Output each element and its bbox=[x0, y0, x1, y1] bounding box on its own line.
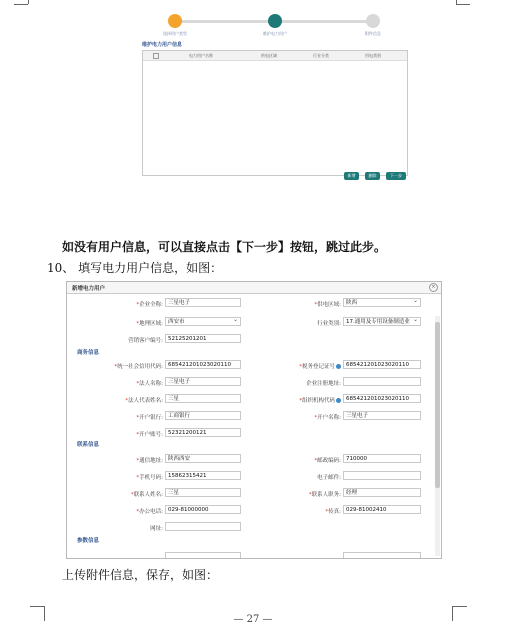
credit-code-label: *统一社会信用代码: bbox=[114, 364, 163, 370]
reg-address-label: 企业注册地址: bbox=[306, 381, 341, 387]
new-user-form bbox=[66, 281, 442, 559]
col-header: 用电类别 bbox=[365, 53, 381, 58]
supply-area-select[interactable]: 陕西 ⌄ bbox=[343, 298, 421, 307]
account-no-label: *开户账号: bbox=[136, 432, 163, 438]
info-icon[interactable] bbox=[336, 364, 341, 369]
reg-address-input[interactable] bbox=[343, 377, 421, 386]
crop-mark bbox=[28, 0, 29, 4]
fax-input[interactable]: 029-81002410 bbox=[343, 505, 421, 514]
org-code-input[interactable]: 685421201023020110 bbox=[343, 394, 421, 403]
supply-area-label: *供电区域: bbox=[314, 302, 341, 308]
office-phone-label: *办公电话: bbox=[136, 509, 163, 515]
tax-cert-label: *税务登记证号 bbox=[271, 362, 341, 370]
legal-rep-label: *法人代表姓名: bbox=[125, 398, 163, 404]
mobile-label: *手机号码: bbox=[136, 475, 163, 481]
address-label: *通信地址: bbox=[136, 458, 163, 464]
region-select[interactable]: 西安市 ⌄ bbox=[165, 317, 241, 326]
col-header: 行业分类 bbox=[313, 53, 329, 58]
industry-label: 行业类别: bbox=[317, 321, 341, 327]
contact-title-input[interactable]: 经理 bbox=[343, 488, 421, 497]
bank-input[interactable]: 工商银行 bbox=[165, 411, 241, 420]
postcode-label: *邮政编码: bbox=[314, 458, 341, 464]
grid-header bbox=[143, 51, 407, 61]
fax-label: *传真: bbox=[325, 509, 341, 515]
industry-select[interactable]: 17.通用及专用设备制造业 ⌄ bbox=[343, 317, 421, 326]
contact-input[interactable]: 三星 bbox=[165, 488, 241, 497]
form-header bbox=[67, 282, 441, 294]
step-2-dot[interactable] bbox=[268, 14, 282, 28]
delete-button[interactable]: 删除 bbox=[365, 172, 380, 180]
user-grid bbox=[142, 50, 408, 176]
step-1-dot[interactable] bbox=[168, 14, 182, 28]
step-2-label: 维护电力用户 bbox=[263, 31, 287, 36]
org-code-label: *组织机构代码 bbox=[271, 396, 341, 404]
step-3-dot[interactable] bbox=[366, 14, 380, 28]
marketing-no-label: 营销客户编号: bbox=[128, 338, 163, 344]
step-1-label: 选择用户类型 bbox=[163, 31, 187, 36]
legal-rep-input[interactable]: 三星 bbox=[165, 394, 241, 403]
bank-label: *开户银行: bbox=[136, 415, 163, 421]
region-label: *地理区域: bbox=[136, 321, 163, 327]
account-name-input[interactable]: 三星电子 bbox=[343, 411, 421, 420]
email-input[interactable] bbox=[343, 471, 421, 480]
company-name-label: *企业全称: bbox=[136, 302, 163, 308]
close-icon[interactable]: × bbox=[429, 283, 438, 292]
form-title: 新增电力用户 bbox=[72, 286, 106, 292]
account-name-label: *开户名称: bbox=[314, 415, 341, 421]
office-phone-input[interactable]: 029-81000000 bbox=[165, 505, 241, 514]
contact-label: *联系人姓名: bbox=[130, 492, 163, 498]
col-header: 供电区域 bbox=[261, 53, 277, 58]
paragraph: 如没有用户信息，可以直接点击【下一步】按钮，跳过此步。 bbox=[62, 240, 387, 254]
page-number: — 27 — bbox=[233, 614, 273, 625]
param-input[interactable] bbox=[343, 552, 421, 559]
wizard-title: 维护电力用户信息 bbox=[142, 42, 183, 48]
paragraph: 上传附件信息，保存，如图： bbox=[62, 568, 219, 582]
mobile-input[interactable]: 15862315421 bbox=[165, 471, 241, 480]
section-params: 参数信息 bbox=[77, 538, 100, 544]
credit-code-input[interactable]: 685421201023020110 bbox=[165, 360, 241, 369]
info-icon[interactable] bbox=[336, 398, 341, 403]
crop-mark bbox=[456, 4, 470, 5]
crop-mark bbox=[14, 4, 28, 5]
tax-cert-input[interactable]: 685421201023020110 bbox=[343, 360, 421, 369]
email-label: 电子邮件: bbox=[317, 475, 341, 481]
wizard-panel bbox=[140, 10, 410, 185]
col-header: 电力用户名称 bbox=[189, 53, 213, 58]
contact-title-label: *联系人职务: bbox=[308, 492, 341, 498]
legal-name-input[interactable]: 三星电子 bbox=[165, 377, 241, 386]
paragraph: 10、 填写电力用户信息，如图： bbox=[47, 261, 223, 275]
postcode-input[interactable]: 710000 bbox=[343, 454, 421, 463]
select-all-checkbox[interactable] bbox=[153, 53, 159, 59]
website-label: 网址: bbox=[150, 526, 163, 532]
param-input[interactable] bbox=[165, 552, 241, 559]
website-input[interactable] bbox=[165, 522, 241, 531]
section-contact: 联系信息 bbox=[77, 442, 100, 448]
scrollbar-thumb[interactable] bbox=[435, 322, 440, 488]
address-input[interactable]: 陕西西安 bbox=[165, 454, 241, 463]
legal-name-label: *法人名称: bbox=[136, 381, 163, 387]
wizard-steps bbox=[160, 14, 390, 40]
add-button[interactable]: 新增 bbox=[344, 172, 359, 180]
company-name-input[interactable]: 三星电子 bbox=[165, 298, 241, 307]
section-business: 商务信息 bbox=[77, 350, 100, 356]
next-step-button[interactable]: 下一步 bbox=[386, 172, 406, 180]
account-no-input[interactable]: 52321200121 bbox=[165, 428, 241, 437]
marketing-no-input[interactable]: 52125201201 bbox=[165, 334, 241, 343]
step-3-label: 附件信息 bbox=[365, 31, 381, 36]
